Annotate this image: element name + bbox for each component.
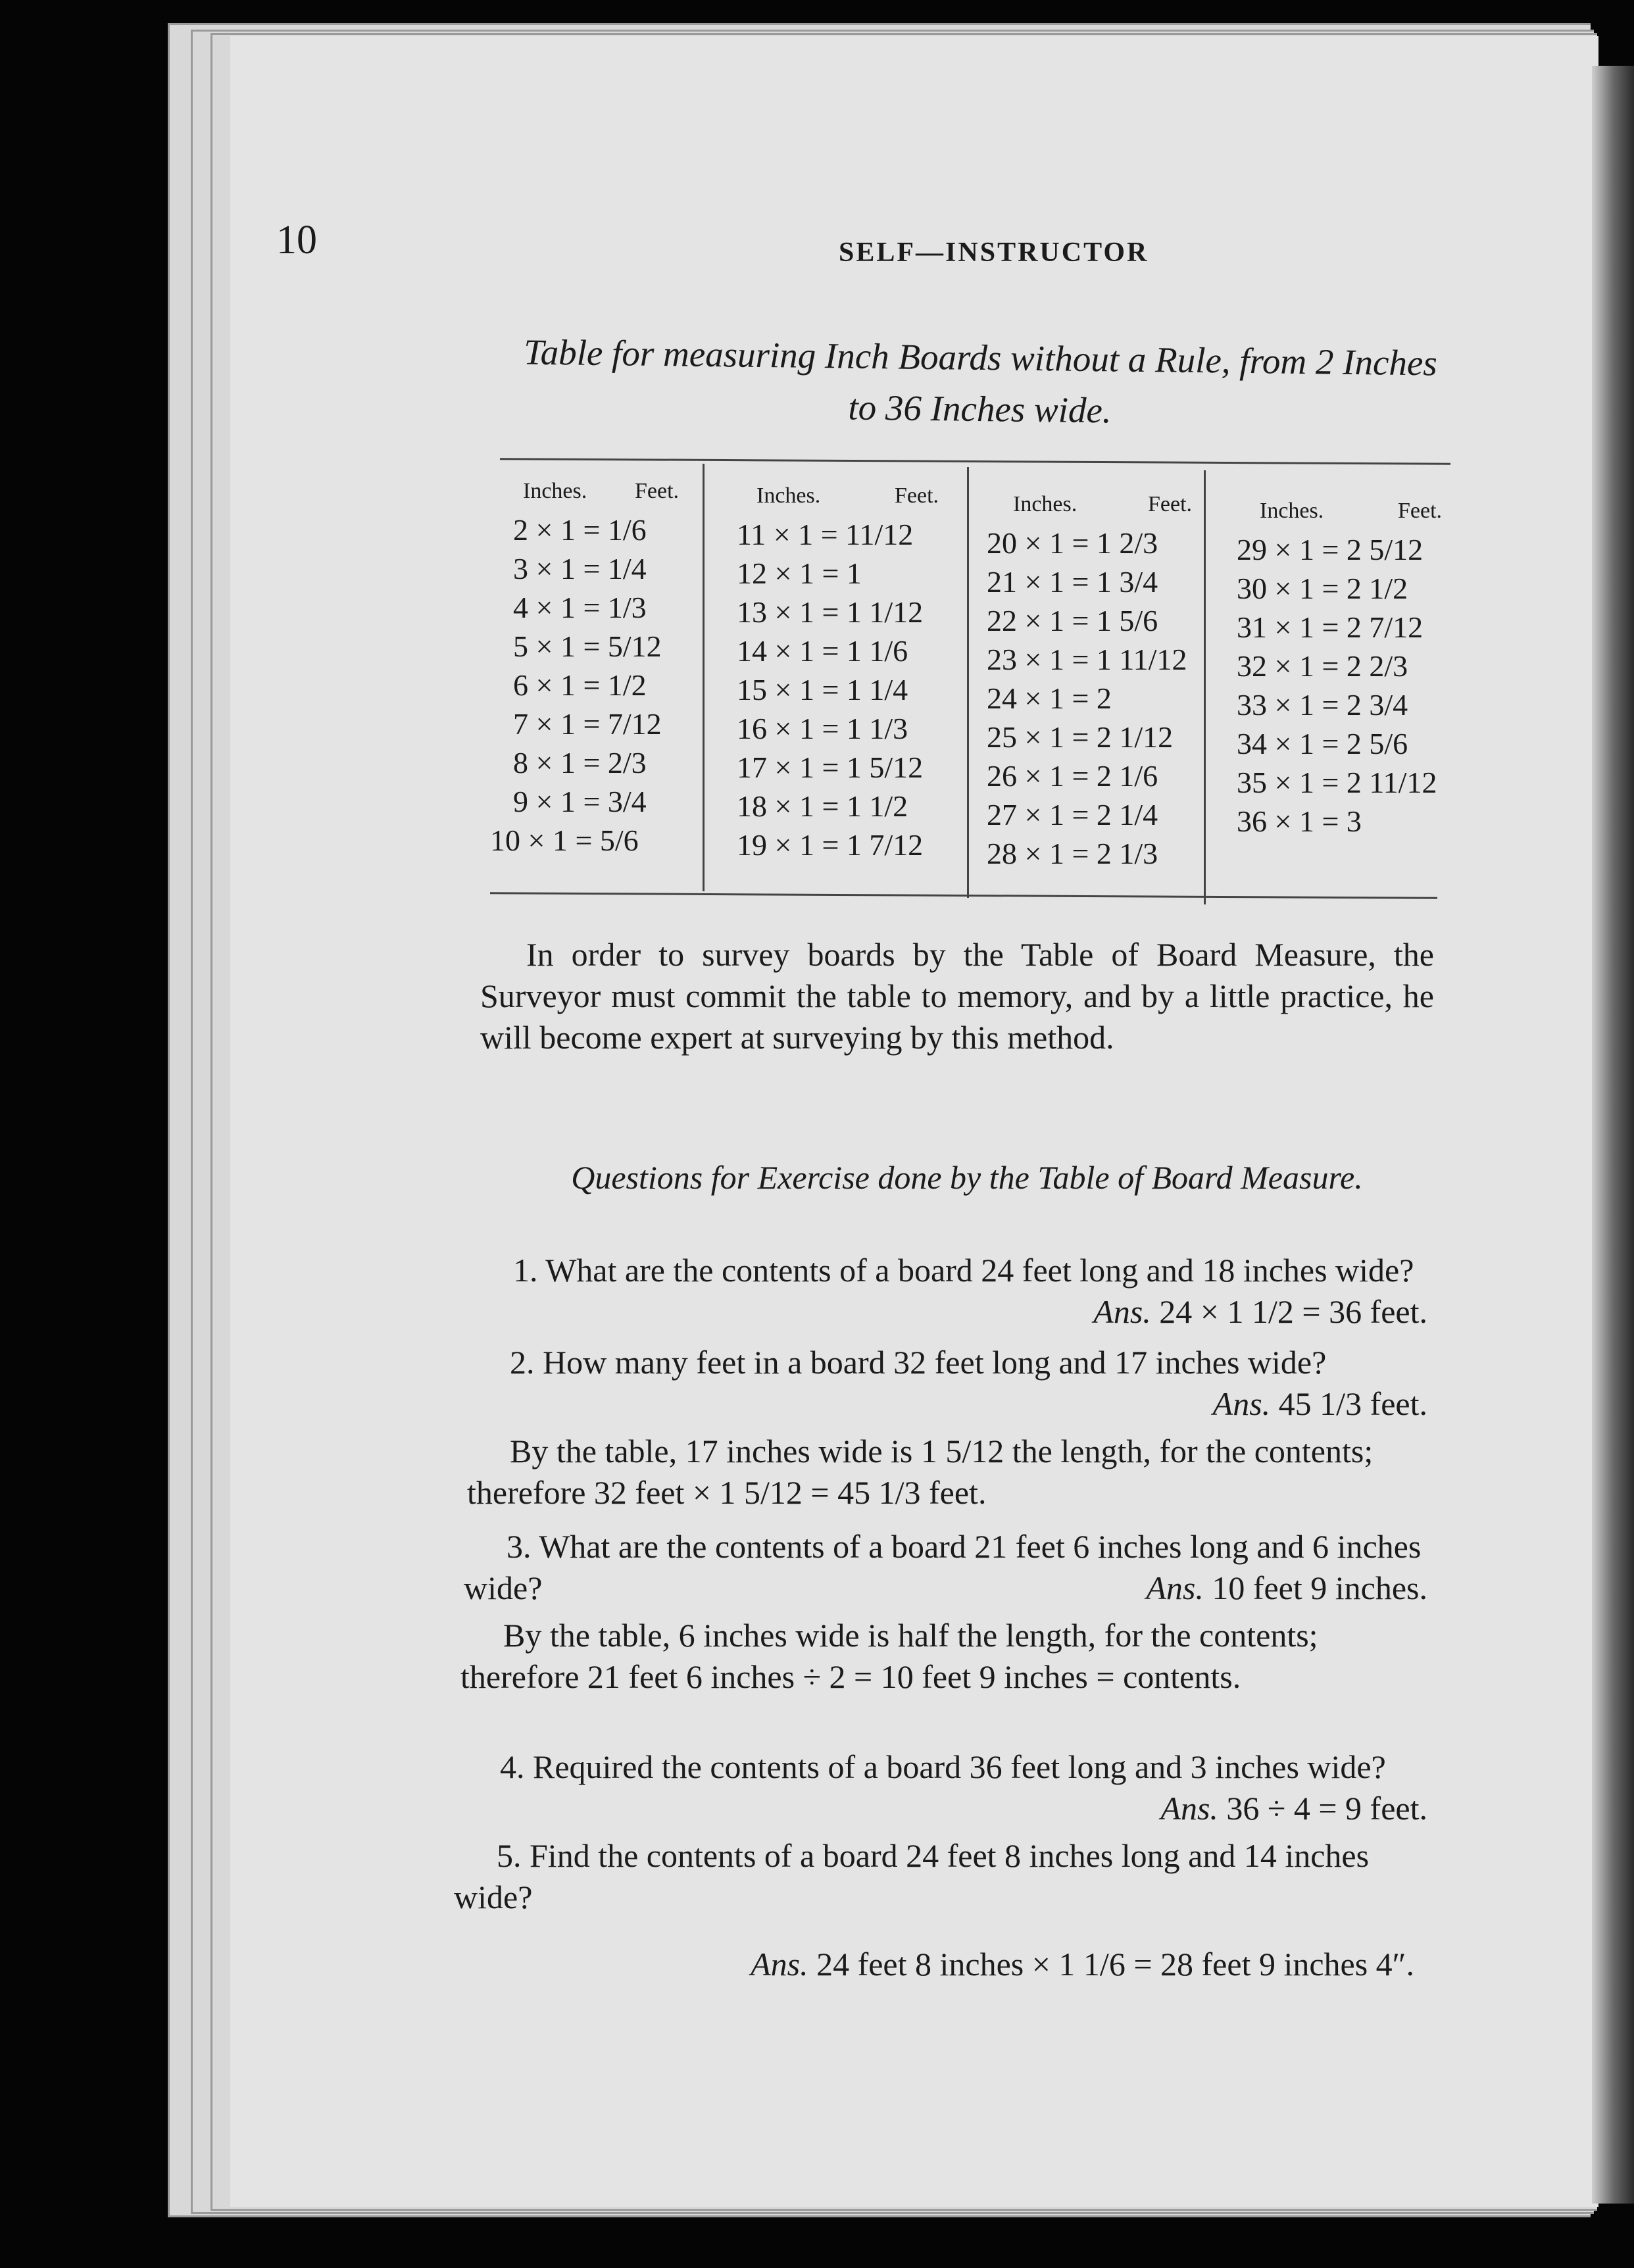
column-header <box>490 479 701 504</box>
exercise-4-answer <box>954 1788 1427 1829</box>
table-row: 12 × 1 = 1 <box>737 556 862 590</box>
header-inches: Inches. <box>756 483 821 508</box>
table-row: 25 × 1 = 2 1/12 <box>987 720 1174 754</box>
answer-value: 24 feet 8 inches × 1 1/6 = 28 feet 9 inches 4″. <box>816 1946 1414 1983</box>
header-feet: Feet. <box>1148 492 1193 516</box>
answer-value: 36 ÷ 4 = 9 feet. <box>1226 1790 1427 1827</box>
exercise-1-question: 1. What are the contents of a board 24 feet long and 18 inches wide? <box>513 1252 1414 1289</box>
exercise-2-note: By the table, 17 inches wide is 1 5/12 the length, for the contents; therefore 32 feet × 1 5/12 = 45 1/3 feet. <box>467 1433 1374 1511</box>
column-header <box>724 483 964 508</box>
table-row: 29 × 1 = 2 5/12 <box>1237 533 1424 566</box>
table-row: 8 × 1 = 2/3 <box>513 746 647 779</box>
table-column-1 <box>490 479 701 860</box>
header-feet: Feet. <box>635 479 680 503</box>
answer-label: Ans. <box>1093 1293 1151 1330</box>
table-row: 17 × 1 = 1 5/12 <box>737 751 924 784</box>
table-row: 36 × 1 = 3 <box>1237 804 1362 838</box>
table-row: 24 × 1 = 2 <box>987 681 1112 715</box>
exercise-1-answer <box>921 1291 1427 1333</box>
table-divider-3 <box>1204 470 1206 904</box>
table-row: 7 × 1 = 7/12 <box>513 707 662 741</box>
table-row: 5 × 1 = 5/12 <box>513 629 662 663</box>
table-row: 9 × 1 = 3/4 <box>513 785 647 818</box>
answer-label: Ans. <box>1146 1569 1204 1606</box>
exercise-heading: Questions for Exercise done by the Table of Board Measure. <box>571 1159 1363 1196</box>
table-row: 28 × 1 = 2 1/3 <box>987 837 1158 870</box>
table-row: 6 × 1 = 1/2 <box>513 668 647 702</box>
table-row: 19 × 1 = 1 7/12 <box>737 828 924 862</box>
table-row: 26 × 1 = 2 1/6 <box>987 759 1158 793</box>
column-header <box>974 492 1201 517</box>
table-column-3 <box>974 492 1201 873</box>
header-inches: Inches. <box>523 479 587 503</box>
table-row: 33 × 1 = 2 3/4 <box>1237 688 1408 722</box>
exercise-5-answer <box>559 1944 1414 1985</box>
table-row: 4 × 1 = 1/3 <box>513 591 647 624</box>
running-title: SELF—INSTRUCTOR <box>839 237 1149 268</box>
table-row: 2 × 1 = 1/6 <box>513 513 647 547</box>
table-row: 20 × 1 = 1 2/3 <box>987 526 1158 560</box>
answer-value: 10 feet 9 inches. <box>1212 1569 1427 1606</box>
table-row: 31 × 1 = 2 7/12 <box>1237 610 1424 644</box>
table-row: 21 × 1 = 1 3/4 <box>987 565 1158 599</box>
page-number: 10 <box>276 218 317 262</box>
answer-label: Ans. <box>1212 1385 1271 1422</box>
table-row: 13 × 1 = 1 1/12 <box>737 595 924 629</box>
exercise-2-question: 2. How many feet in a board 32 feet long and 17 inches wide? <box>510 1344 1327 1381</box>
exercise-3-question: 3. What are the contents of a board 21 feet 6 inches long and 6 inches wide? <box>464 1528 1422 1606</box>
table-title: Table for measuring Inch Boards without a Rule, from 2 Inches to 36 Inches wide. <box>523 332 1438 431</box>
table-row: 14 × 1 = 1 1/6 <box>737 634 908 668</box>
table-row: 16 × 1 = 1 1/3 <box>737 712 908 745</box>
exercise-5-question: 5. Find the contents of a board 24 feet 8 inches long and 14 inches wide? <box>454 1837 1370 1915</box>
table-row: 11 × 1 = 11/12 <box>737 518 914 551</box>
table-row: 18 × 1 = 1 1/2 <box>737 789 908 823</box>
table-row: 34 × 1 = 2 5/6 <box>1237 727 1408 760</box>
header-inches: Inches. <box>1013 492 1077 516</box>
table-row: 30 × 1 = 2 1/2 <box>1237 572 1408 605</box>
exercise-4-question: 4. Required the contents of a board 36 feet long and 3 inches wide? <box>500 1748 1386 1785</box>
table-row: 10 × 1 = 5/6 <box>490 824 639 857</box>
answer-value: 45 1/3 feet. <box>1278 1385 1427 1422</box>
table-column-2 <box>724 483 964 864</box>
header-feet: Feet. <box>1398 499 1443 523</box>
exercise-3-answer <box>987 1567 1427 1609</box>
answer-label: Ans. <box>1160 1790 1218 1827</box>
exercise-3-note: By the table, 6 inches wide is half the length, for the contents; therefore 21 feet 6 inches ÷ 2 = 10 feet 9 inches = contents. <box>460 1617 1318 1695</box>
table-row: 35 × 1 = 2 11/12 <box>1237 766 1437 799</box>
table-row: 23 × 1 = 1 11/12 <box>987 643 1187 676</box>
header-inches: Inches. <box>1260 499 1324 523</box>
table-row: 3 × 1 = 1/4 <box>513 552 647 585</box>
column-header <box>1217 499 1457 524</box>
exercise-2-answer <box>1052 1383 1427 1425</box>
table-row: 27 × 1 = 2 1/4 <box>987 798 1158 831</box>
answer-value: 24 × 1 1/2 = 36 feet. <box>1159 1293 1427 1330</box>
table-row: 15 × 1 = 1 1/4 <box>737 673 908 706</box>
book-spine <box>1592 66 1634 2204</box>
intro-paragraph: In order to survey boards by the Table of Board Measure, the Surveyor must commit the table to memory, and by a little practice, he will become expert at surveying by this method. <box>480 936 1434 1056</box>
header-feet: Feet. <box>895 483 939 508</box>
table-column-4 <box>1217 499 1457 841</box>
table-row: 32 × 1 = 2 2/3 <box>1237 649 1408 683</box>
answer-label: Ans. <box>751 1946 808 1983</box>
table-divider-2 <box>967 467 969 898</box>
table-divider-1 <box>703 464 705 891</box>
table-row: 22 × 1 = 1 5/6 <box>987 604 1158 637</box>
